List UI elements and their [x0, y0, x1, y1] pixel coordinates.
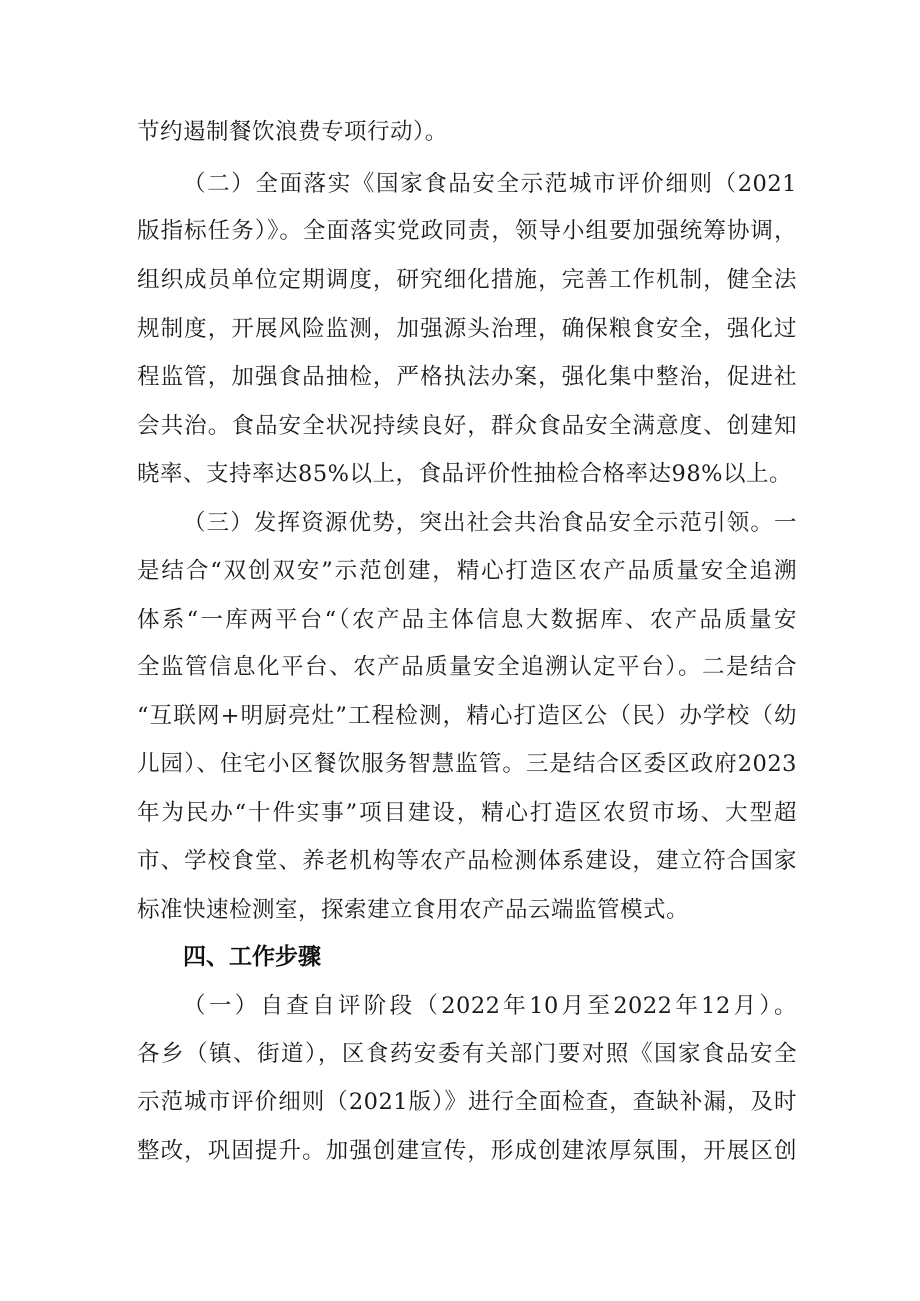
section-heading: 四、工作步骤 — [183, 944, 321, 970]
paragraph-line: （一）自查自评阶段（2022年10月至2022年12月）。 — [183, 993, 797, 1019]
paragraph-line: “互联网+明厨亮灶”工程检测，精心打造区公（民）办学校（幼 — [137, 703, 797, 729]
paragraph-line: 标准快速检测室，探索建立食用农产品云端监管模式。 — [137, 897, 690, 923]
paragraph-line: 程监管，加强食品抽检，严格执法办案，强化集中整治，促进社 — [137, 364, 797, 390]
paragraph-line: 会共治。食品安全状况持续良好，群众食品安全满意度、创建知 — [137, 413, 797, 439]
paragraph-line: 整改，巩固提升。加强创建宣传，形成创建浓厚氛围，开展区创 — [137, 1138, 797, 1164]
paragraph-line: 全监管信息化平台、农产品质量安全追溯认定平台）。二是结合 — [137, 654, 797, 680]
paragraph-line: （三）发挥资源优势，突出社会共治食品安全示范引领。一 — [183, 510, 797, 536]
paragraph-line: 体系“一库两平台“（农产品主体信息大数据库、农产品质量安 — [137, 607, 797, 633]
paragraph-line: 儿园）、住宅小区餐饮服务智慧监管。三是结合区委区政府2023 — [137, 751, 797, 777]
paragraph-line: 节约遏制餐饮浪费专项行动）。 — [137, 119, 448, 145]
paragraph-line: 版指标任务）》。全面落实党政同责，领导小组要加强统筹协调， — [137, 218, 797, 244]
paragraph-line: 是结合“双创双安”示范创建，精心打造区农产品质量安全追溯 — [137, 558, 797, 584]
paragraph-line: 市、学校食堂、养老机构等农产品检测体系建设，建立符合国家 — [137, 848, 797, 874]
paragraph-line: 规制度，开展风险监测，加强源头治理，确保粮食安全，强化过 — [137, 316, 797, 342]
paragraph-line: （二）全面落实《国家食品安全示范城市评价细则（2021 — [183, 171, 797, 197]
paragraph-line: 各乡（镇、街道），区食药安委有关部门要对照《国家食品安全 — [137, 1041, 797, 1067]
paragraph-line: 年为民办“十件实事”项目建设，精心打造区农贸市场、大型超 — [137, 800, 797, 826]
paragraph-line: 组织成员单位定期调度，研究细化措施，完善工作机制，健全法 — [137, 267, 797, 293]
paragraph-line: 晓率、支持率达85%以上，食品评价性抽检合格率达98%以上。 — [137, 461, 793, 487]
paragraph-line: 示范城市评价细则（2021版）》进行全面检查，查缺补漏，及时 — [137, 1089, 797, 1115]
